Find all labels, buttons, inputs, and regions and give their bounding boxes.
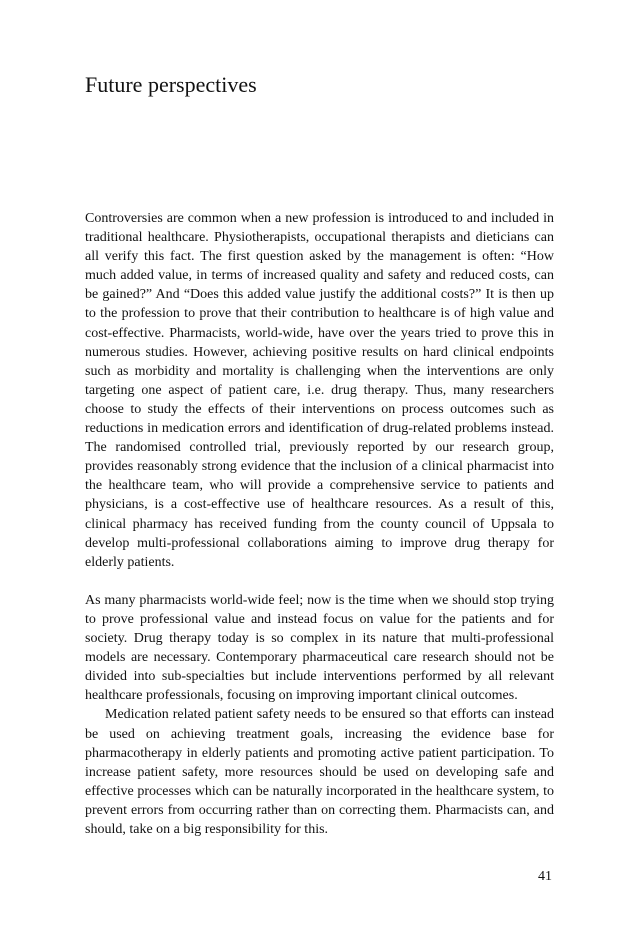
paragraph-2: As many pharmacists world-wide feel; now is the time when we should stop trying to prove professional value and instead focus on value for the patients and for society. Drug therapy today is so complex in its nature that multi-professional models are necessary. Contemporary pharmaceutical care research should not be divided into sub-specialties but include interventions performed by all relevant healthcare professionals, focusing on improving important clinical outcomes. — [85, 592, 554, 704]
body-text — [85, 209, 554, 839]
paragraph-3: Medication related patient safety needs to be ensured so that efforts can instead be used on achieving treatment goals, increasing the evidence base for pharmacotherapy in elderly patients and promoting active patient participation. To increase patient safety, more resources should be used on developing safe and effective processes which can be naturally incorporated in the healthcare system, to prevent errors from occurring rather than on correcting them. Pharmacists can, and should, take on a big responsibility for this. — [85, 707, 554, 837]
page-number: 41 — [538, 869, 552, 884]
paragraph-1: Controversies are common when a new profession is introduced to and included in traditional healthcare. Physiotherapists, occupational therapists and dieticians can all verify this fact. The first question asked by the management is often: “How much added value, in terms of increased quality and safety and reduced costs, can be gained?” And “Does this added value justify the additional costs?” It is then up to the profession to prove that their contribution to healthcare is of high value and cost-effective. Pharmacists, world-wide, have over the years tried to prove this in numerous studies. However, achieving positive results on hard clinical endpoints such as morbidity and mortality is challenging when the interventions are only targeting one aspect of patient care, i.e. drug therapy. Thus, many researchers choose to study the effects of their interventions on process outcomes such as reductions in medication errors and identification of drug-related problems instead. The randomised controlled trial, previously reported by our research group, provides reasonably strong evidence that the inclusion of a clinical pharmacist into the healthcare team, who will provide a comprehensive service to patients and physicians, is a cost-effective use of healthcare resources. As a result of this, clinical pharmacy has received funding from the county council of Uppsala to develop multi-professional collaborations aiming to improve drug therapy for elderly patients. — [85, 211, 554, 570]
chapter-title: Future perspectives — [85, 72, 257, 97]
